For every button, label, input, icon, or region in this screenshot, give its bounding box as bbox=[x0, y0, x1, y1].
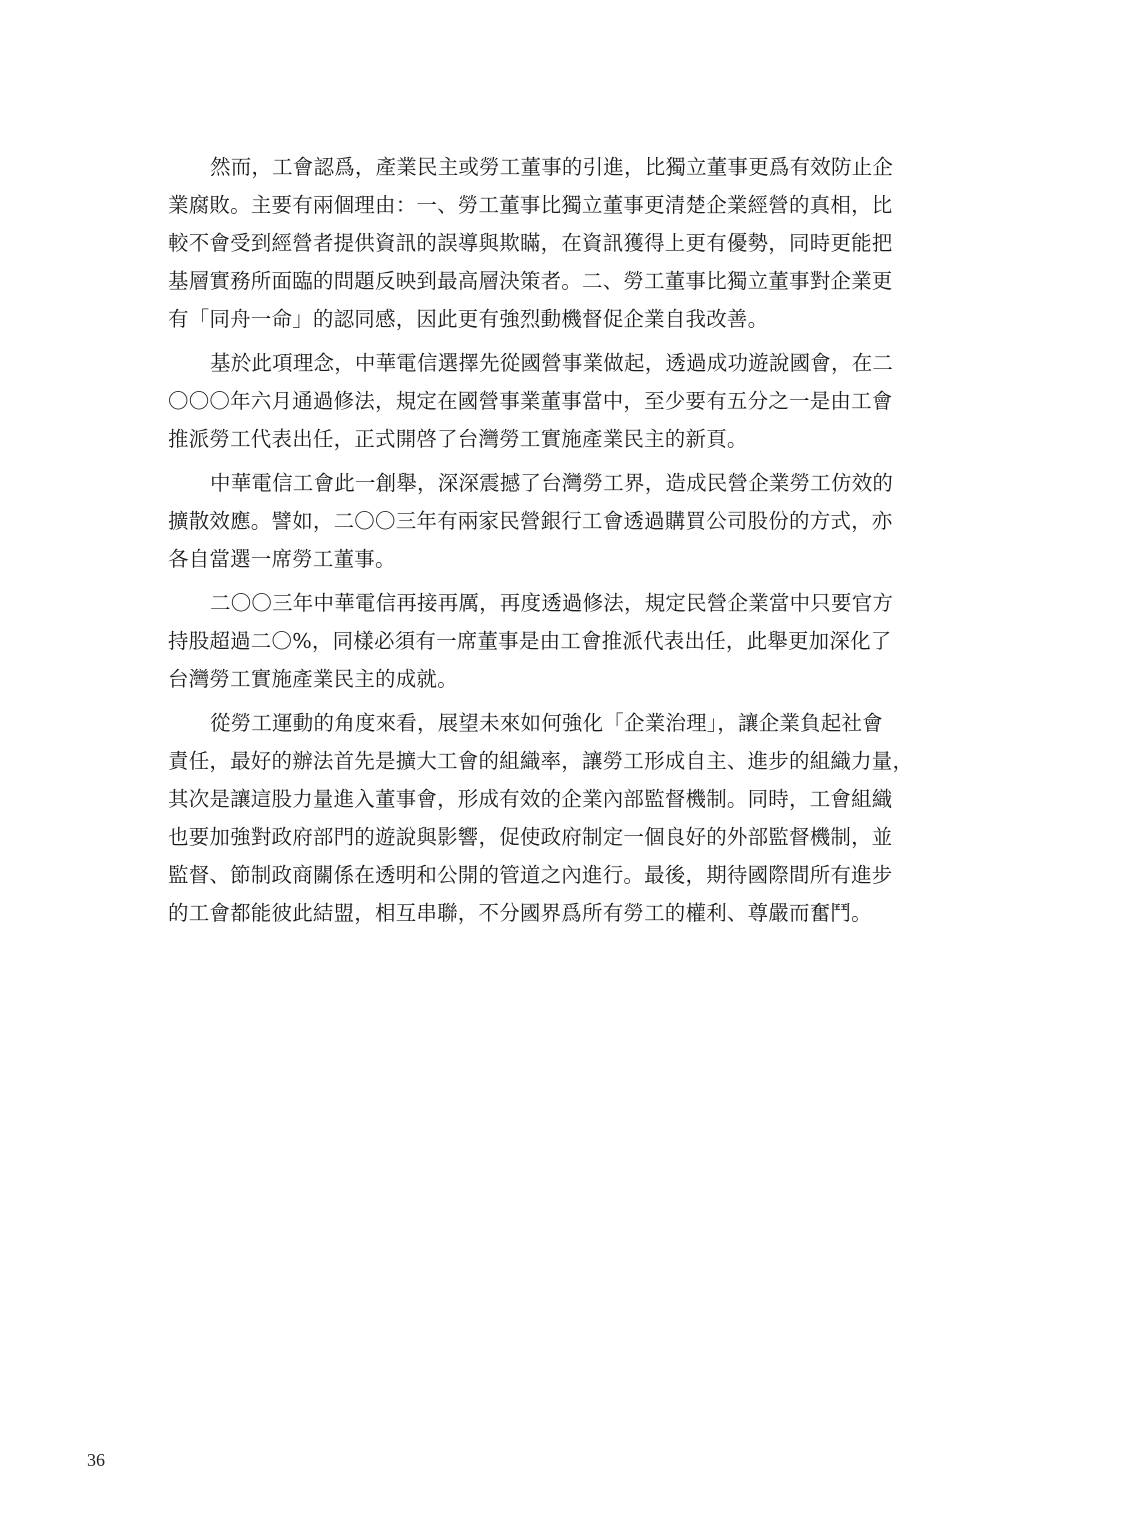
text-line: 基層實務所面臨的問題反映到最高層決策者。二、勞工董事比獨立董事對企業更 bbox=[168, 269, 893, 293]
text-line: 從勞工運動的角度來看，展望未來如何強化「企業治理」，讓企業負起社會 bbox=[210, 711, 883, 735]
text-line: 推派勞工代表出任，正式開啓了台灣勞工實施產業民主的新頁。 bbox=[168, 427, 748, 451]
text-line: 業腐敗。主要有兩個理由：一、勞工董事比獨立董事更清楚企業經營的真相，比 bbox=[168, 193, 893, 217]
text-line: 各自當選一席勞工董事。 bbox=[168, 547, 396, 571]
paragraph-5 bbox=[168, 704, 948, 932]
text-line: 中華電信工會此一創舉，深深震撼了台灣勞工界，造成民營企業勞工仿效的 bbox=[210, 471, 894, 495]
text-line: 〇〇〇年六月通過修法，規定在國營事業董事當中，至少要有五分之一是由工會 bbox=[168, 389, 893, 413]
text-line: 責任，最好的辦法首先是擴大工會的組織率，讓勞工形成自主、進步的組織力量， bbox=[168, 749, 914, 773]
paragraph-4 bbox=[168, 584, 948, 698]
text-line: 監督、節制政商關係在透明和公開的管道之內進行。最後，期待國際間所有進步 bbox=[168, 863, 893, 887]
page-number: 36 bbox=[87, 1450, 105, 1470]
text-line: 基於此項理念，中華電信選擇先從國營事業做起，透過成功遊說國會，在二 bbox=[210, 351, 894, 375]
paragraph-2 bbox=[168, 344, 948, 458]
text-line: 有「同舟一命」的認同感，因此更有強烈動機督促企業自我改善。 bbox=[168, 307, 769, 331]
text-line: 較不會受到經營者提供資訊的誤導與欺瞞，在資訊獲得上更有優勢，同時更能把 bbox=[168, 231, 893, 255]
text-line: 擴散效應。譬如，二〇〇三年有兩家民營銀行工會透過購買公司股份的方式，亦 bbox=[168, 509, 893, 533]
paragraph-1 bbox=[168, 148, 948, 338]
text-line: 持股超過二〇%，同樣必須有一席董事是由工會推派代表出任，此舉更加深化了 bbox=[168, 629, 892, 653]
paragraph-3 bbox=[168, 464, 948, 578]
text-line: 其次是讓這股力量進入董事會，形成有效的企業內部監督機制。同時，工會組織 bbox=[168, 787, 893, 811]
text-line: 也要加強對政府部門的遊說與影響，促使政府制定一個良好的外部監督機制，並 bbox=[168, 825, 893, 849]
text-line: 二〇〇三年中華電信再接再厲，再度透過修法，規定民營企業當中只要官方 bbox=[210, 591, 894, 615]
body-text bbox=[168, 148, 948, 938]
text-line: 的工會都能彼此結盟，相互串聯，不分國界爲所有勞工的權利、尊嚴而奮鬥。 bbox=[168, 901, 872, 925]
text-line: 台灣勞工實施產業民主的成就。 bbox=[168, 667, 458, 691]
text-line: 然而，工會認爲，產業民主或勞工董事的引進，比獨立董事更爲有效防止企 bbox=[210, 155, 894, 179]
